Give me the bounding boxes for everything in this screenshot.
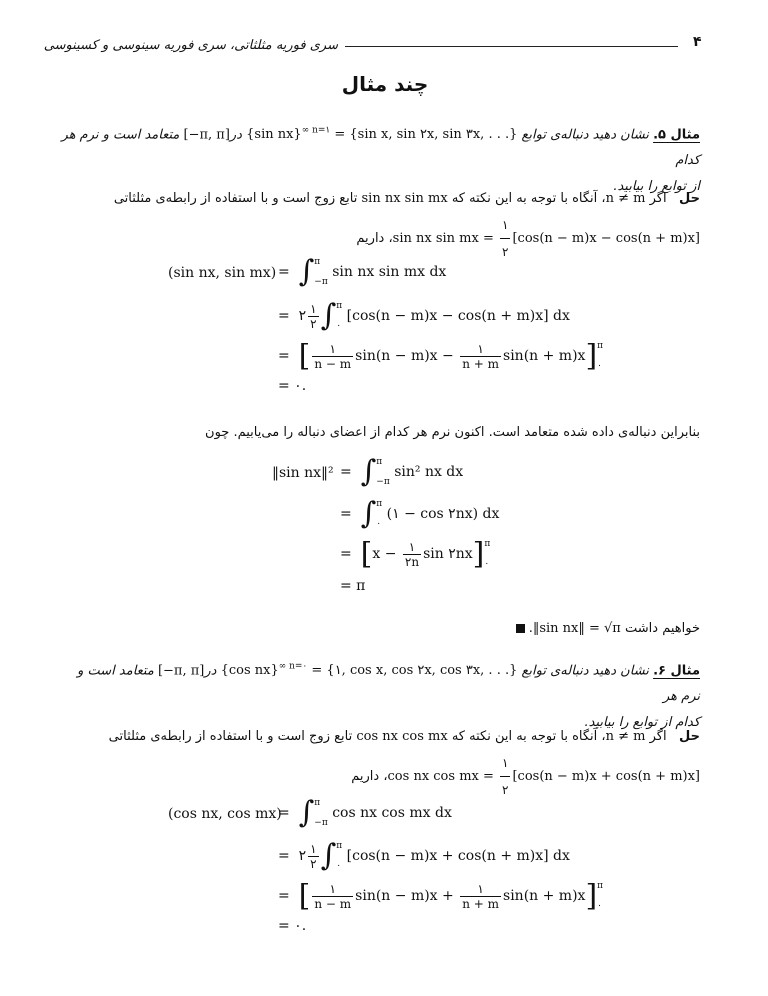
solution-5-rest: تابع زوج است و با استفاده از رابطه‌ی مثلثاتی [113, 191, 358, 206]
equation-2-line-1: = ∫ π −π sin² nx dx [340, 454, 464, 489]
solution-5-product: sin nx sin mx [361, 191, 448, 206]
equation-1-line-1: = ∫ π −π sin nx sin mx dx [278, 254, 447, 289]
equation-3-line-4: = ۰. [278, 918, 307, 934]
solution-5-we-have: ، داریم [356, 231, 393, 246]
equation-1-lhs: (sin nx, sin mx) [168, 265, 277, 281]
equation-3-lhs: (cos nx, cos mx) [168, 806, 282, 822]
example-5-set: {sin nx}$^{\infty n=۱}$ = {sin x, sin ۲x, sin ۳x, . . .} [246, 126, 518, 143]
section-title: چند مثال [341, 72, 429, 96]
running-title: سری فوریه مثلثاتی، سری فوریه سینوسی و کسینوسی [43, 38, 338, 53]
example-5-statement-b: متعامد است و نرم هر کدام [61, 127, 700, 169]
equation-3-line-2: = ۲ $\frac{۱}{۲}$ ∫ π ۰ [cos(n − m)x + cos(n + m)x] dx [278, 838, 570, 873]
equation-2-line-2: = ∫ π ۰ (۱ − cos ۲nx) dx [340, 496, 500, 531]
conclusion-5: خواهیم داشت ‖sin nx‖ = √π. [400, 616, 700, 642]
solution-6-then: ، آنگاه با توجه به این نکته که [451, 729, 606, 744]
equation-3-line-1: = ∫ π −π cos nx cos mx dx [278, 795, 452, 830]
equation-3-line-3: = [ $\frac{۱}{n - m}$ sin(n − m)x + $\frac{۱}{n + m}$ sin(n + m)x] π ۰ [278, 878, 604, 914]
qed-square-icon [516, 624, 525, 633]
equation-2-line-3: = [x − $\frac{۱}{۲n}$ sin ۲nx] π ۰ [340, 536, 491, 572]
equation-2-line-4: = π [340, 578, 366, 594]
solution-6-rest: تابع زوج است و با استفاده از رابطه‌ی مثلثاتی [108, 729, 353, 744]
example-6-label: مثال ۶. [653, 663, 700, 679]
example-6-set: {cos nx}$^{\infty n=۰}$ = {۱, cos x, cos ۲x, cos ۳x, . . .} [220, 662, 518, 679]
solution-6-condition: n ≠ m [605, 729, 646, 744]
solution-6-product: cos nx cos mx [356, 729, 448, 744]
equation-1-line-3: = [ $\frac{۱}{n - m}$ sin(n − m)x − $\frac{۱}{n + m}$ sin(n + m)x] π ۰ [278, 338, 604, 374]
solution-6-identity: cos nx cos mx = $\frac{۱}{۲}$ [cos(n − m)x + cos(n + m)x] [388, 769, 700, 784]
example-5-interval-prefix: در [229, 127, 242, 143]
conclusion-5-math: ‖sin nx‖ = √π [532, 621, 621, 636]
equation-1-line-4: = ۰. [278, 378, 307, 394]
example-6-interval: [−π, π] [157, 663, 205, 679]
page-number: ۴ [693, 34, 702, 50]
solution-5-identity: sin nx sin mx = $\frac{۱}{۲}$ [cos(n − m)x − cos(n + m)x] [393, 231, 700, 246]
example-5-label: مثال ۵. [653, 127, 700, 143]
solution-5-condition: n ≠ m [605, 191, 646, 206]
solution-5-then: ، آنگاه با توجه به این نکته که [451, 191, 606, 206]
equation-2-lhs: ‖sin nx‖² [272, 465, 334, 481]
solution-6-label: حل [679, 729, 700, 744]
solution-6 [60, 724, 700, 803]
example-6-interval-prefix: در [204, 663, 217, 679]
example-6-statement-c: کدام از توابع را بیابید. [584, 715, 700, 731]
example-6-statement-a: نشان دهید دنباله‌ی توابع [521, 663, 649, 679]
example-5-statement-c: از توابع را بیابید. [613, 179, 700, 195]
solution-6-if: اگر [649, 729, 667, 744]
norm-sentence: بنابراین دنباله‌ی داده شده متعامد است. اکنون نرم هر کدام از اعضای دنباله را می‌یابیم. چون [205, 425, 700, 440]
solution-6-we-have: ، داریم [351, 769, 388, 784]
header-rule [345, 46, 678, 47]
example-5-statement-a: نشان دهید دنباله‌ی توابع [521, 127, 649, 143]
example-5-interval: [−π, π] [183, 127, 230, 143]
example-6-statement-b: متعامد است و نرم هر [77, 663, 700, 705]
solution-5-if: اگر [649, 191, 667, 206]
solution-5-label: حل [679, 191, 700, 206]
equation-1-line-2: = ۲ $\frac{۱}{۲}$ ∫ π ۰ [cos(n − m)x − cos(n + m)x] dx [278, 298, 570, 333]
